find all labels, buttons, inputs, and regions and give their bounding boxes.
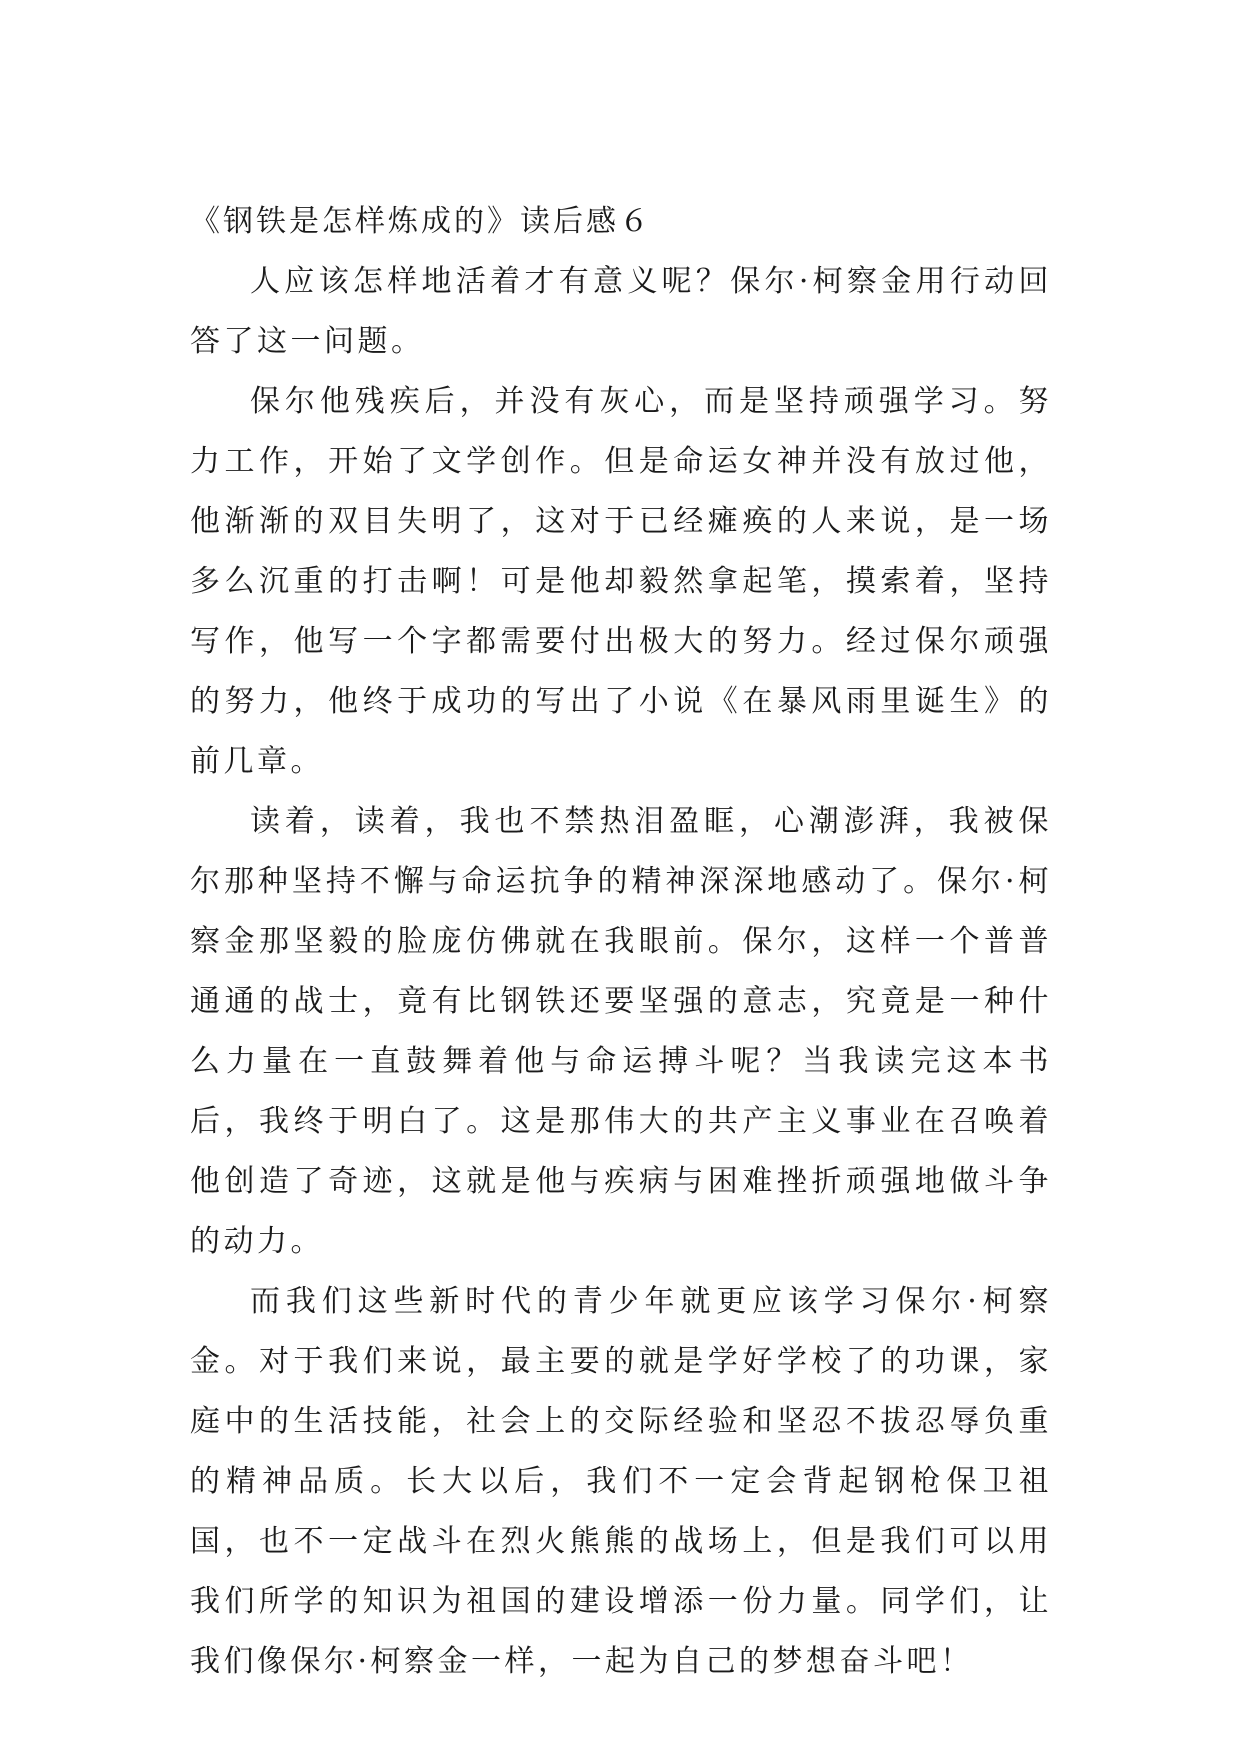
paragraph-3: 读着，读着，我也不禁热泪盈眶，心潮澎湃，我被保尔那种坚持不懈与命运抗争的精神深深地感动了。保尔·柯察金那坚毅的脸庞仿佛就在我眼前。保尔，这样一个普普通通的战士，竟有比钢铁还要坚强的意志，究竟是一种什么力量在一直鼓舞着他与命运搏斗呢？当我读完这本书后，我终于明白了。这是那伟大的共产主义事业在召唤着他创造了奇迹，这就是他与疾病与困难挫折顽强地做斗争的动力。 [190,804,1052,1259]
paragraph-4: 而我们这些新时代的青少年就更应该学习保尔·柯察金。对于我们来说，最主要的就是学好学校了的功课，家庭中的生活技能，社会上的交际经验和坚忍不拔忍辱负重的精神品质。长大以后，我们不一定会背起钢枪保卫祖国，也不一定战斗在烈火熊熊的战场上，但是我们可以用我们所学的知识为祖国的建设增添一份力量。同学们，让我们像保尔·柯察金一样，一起为自己的梦想奋斗吧！ [190,1284,1052,1679]
paragraph-1: 人应该怎样地活着才有意义呢？保尔·柯察金用行动回答了这一问题。 [190,264,1052,359]
document-title: 《钢铁是怎样炼成的》读后感６ [190,204,652,239]
document-body [190,192,1052,1692]
paragraph-2: 保尔他残疾后，并没有灰心，而是坚持顽强学习。努力工作，开始了文学创作。但是命运女神并没有放过他，他渐渐的双目失明了，这对于已经瘫痪的人来说，是一场多么沉重的打击啊！可是他却毅然拿起笔，摸索着，坚持写作，他写一个字都需要付出极大的努力。经过保尔顽强的努力，他终于成功的写出了小说《在暴风雨里诞生》的前几章。 [190,384,1052,779]
